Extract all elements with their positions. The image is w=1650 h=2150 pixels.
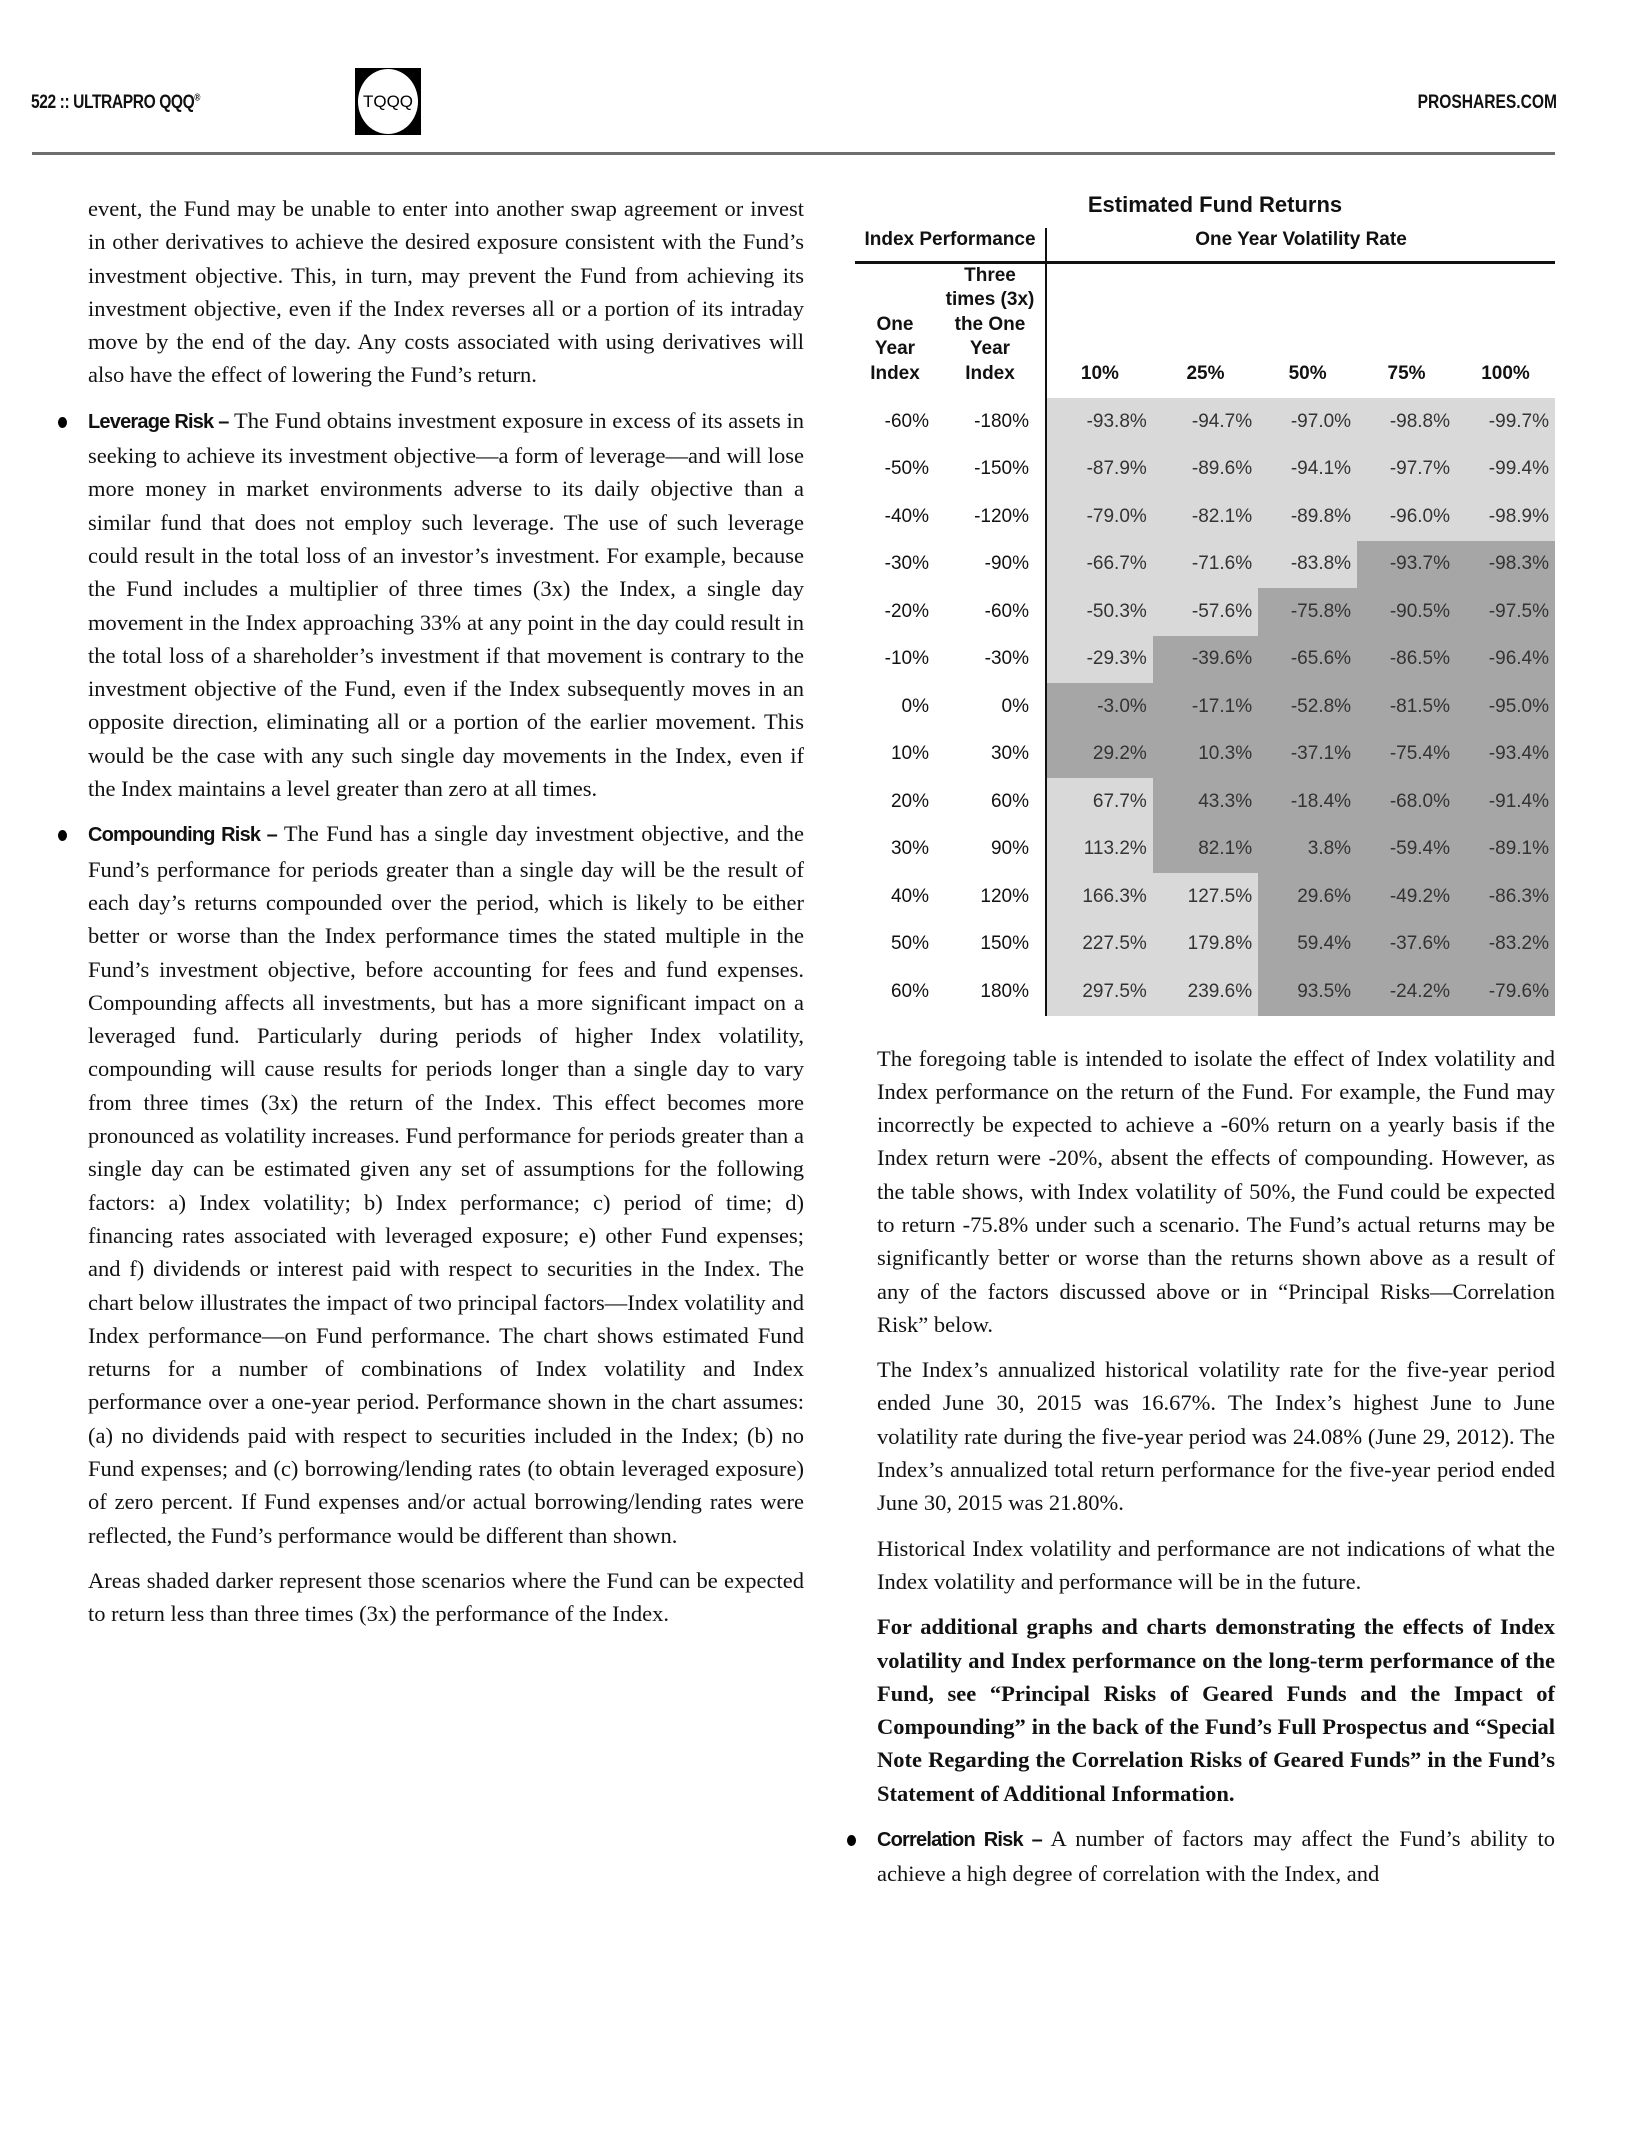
column-header-row <box>855 262 1555 398</box>
fund-return-cell: 166.3% <box>1046 873 1153 921</box>
volatility-rate-header: One Year Volatility Rate <box>1046 228 1555 262</box>
site-url: PROSHARES.COM <box>1417 92 1557 113</box>
fund-return-cell: -93.8% <box>1046 398 1153 446</box>
fund-return-cell: -37.1% <box>1258 731 1357 779</box>
fund-return-cell: -89.1% <box>1456 826 1555 874</box>
fund-return-cell: -89.8% <box>1258 493 1357 541</box>
table-row <box>855 778 1555 826</box>
three-times-index-cell: -180% <box>935 398 1046 446</box>
fund-return-cell: -79.0% <box>1046 493 1153 541</box>
correlation-risk-item <box>877 1822 1555 1891</box>
fund-return-cell: -97.7% <box>1357 446 1456 494</box>
three-times-index-cell: 30% <box>935 731 1046 779</box>
three-times-index-cell: -90% <box>935 541 1046 589</box>
correlation-risk-text: A number of factors may affect the Fund’s ability to achieve a high degree of correlation with the Index, and <box>877 1826 1555 1887</box>
vol-header-75: 75% <box>1387 362 1426 384</box>
fund-return-cell: -18.4% <box>1258 778 1357 826</box>
intro-paragraph: event, the Fund may be unable to enter into another swap agreement or invest in other derivatives to achieve the desired exposure consistent with the Fund’s investment objective. This, in turn, may prevent the Fund from achieving its investment objective, even if the Index reverses all or a portion of its intraday move by the end of the day. Any costs associated with using derivatives will also have the effect of lowering the Fund’s return. <box>88 196 804 388</box>
vol-header-100: 100% <box>1481 362 1530 384</box>
fund-return-cell: -97.0% <box>1258 398 1357 446</box>
fund-return-cell: -90.5% <box>1357 588 1456 636</box>
fund-return-cell: -39.6% <box>1153 636 1258 684</box>
fund-return-cell: -75.4% <box>1357 731 1456 779</box>
fund-return-cell: -57.6% <box>1153 588 1258 636</box>
fund-return-cell: -97.5% <box>1456 588 1555 636</box>
fund-return-cell: -98.9% <box>1456 493 1555 541</box>
table-row <box>855 968 1555 1016</box>
fund-return-cell: -91.4% <box>1456 778 1555 826</box>
right-text <box>855 1042 1555 1891</box>
fund-return-cell: -94.1% <box>1258 446 1357 494</box>
compounding-risk-text: The Fund has a single day investment objective, and the Fund’s performance for periods greater than a single day will be the result of each day’s returns compounded over the period, which is likely to be either better or worse than the Index performance times the stated multiple in the Fund’s investment objective, before accounting for fees and fund expenses. Compounding affects all investments, but has a more significant impact on a leveraged fund. Particularly during periods of higher Index volatility, compounding will cause results for periods longer than a single day to vary from three times (3x) the return of the Index. This effect becomes more pronounced as volatility increases. Fund performance for periods greater than a single day can be estimated given any set of assumptions for the following factors: a) Index volatility; b) Index performance; c) period of time; d) financing rates associated with leveraged exposure; e) other Fund expenses; and f) dividends or interest paid with respect to securities in the Index. The chart below illustrates the impact of two principal factors—Index volatility and Index performance—on Fund performance. The chart shows estimated Fund returns for a number of combinations of Index volatility and Index performance over a one-year period. Performance shown in the chart assumes: (a) no dividends paid with respect to securities included in the Index; (b) no Fund expenses; and (c) borrowing/lending rates (to obtain leveraged exposure) of zero percent. If Fund expenses and/or actual borrowing/lending rates were reflected, the Fund’s performance would be different than shown. <box>88 821 804 1548</box>
fund-return-cell: -82.1% <box>1153 493 1258 541</box>
fund-return-cell: -99.4% <box>1456 446 1555 494</box>
fund-return-cell: 59.4% <box>1258 921 1357 969</box>
table-row <box>855 398 1555 446</box>
fund-return-cell: -29.3% <box>1046 636 1153 684</box>
one-year-index-cell: 50% <box>890 933 929 955</box>
one-year-index-cell: -20% <box>884 600 929 622</box>
one-year-index-cell: 20% <box>890 790 929 812</box>
fund-return-cell: -3.0% <box>1046 683 1153 731</box>
right-column <box>855 192 1555 1903</box>
one-year-index-cell: 30% <box>890 838 929 860</box>
vol-header-25: 25% <box>1186 362 1225 384</box>
fund-return-cell: -89.6% <box>1153 446 1258 494</box>
one-year-index-cell: -60% <box>884 410 929 432</box>
fund-return-cell: -96.4% <box>1456 636 1555 684</box>
one-year-index-header: One Year Index <box>870 313 920 384</box>
ticker-logo-text: TQQQ <box>358 69 418 134</box>
fund-return-cell: -93.7% <box>1357 541 1456 589</box>
fund-return-cell: -86.5% <box>1357 636 1456 684</box>
three-times-index-cell: 60% <box>935 778 1046 826</box>
fund-return-cell: 227.5% <box>1046 921 1153 969</box>
three-times-index-cell: 120% <box>935 873 1046 921</box>
fund-return-cell: -81.5% <box>1357 683 1456 731</box>
compounding-risk-item <box>88 817 804 1552</box>
fund-return-cell: -83.2% <box>1456 921 1555 969</box>
one-year-index-cell: 40% <box>890 885 929 907</box>
index-performance-header: Index Performance <box>855 228 1046 262</box>
fund-return-cell: -99.7% <box>1456 398 1555 446</box>
vol-header-50: 50% <box>1288 362 1327 384</box>
fund-return-cell: -86.3% <box>1456 873 1555 921</box>
fund-return-cell: -17.1% <box>1153 683 1258 731</box>
fund-return-cell: -59.4% <box>1357 826 1456 874</box>
table-row <box>855 541 1555 589</box>
fund-return-cell: -75.8% <box>1258 588 1357 636</box>
fund-return-cell: -66.7% <box>1046 541 1153 589</box>
one-year-index-cell: -30% <box>884 553 929 575</box>
additional-info-paragraph: For additional graphs and charts demonstrating the effects of Index volatility and Index performance on the long-term performance of the Fund, see “Principal Risks of Geared Funds and the Impact of Compounding” in the back of the Fund’s Full Prospectus and “Special Note Regarding the Correlation Risks of Geared Funds” in the Fund’s Statement of Additional Information. <box>877 1614 1555 1806</box>
table-row <box>855 921 1555 969</box>
fund-return-cell: 297.5% <box>1046 968 1153 1016</box>
fund-return-cell: 127.5% <box>1153 873 1258 921</box>
fund-return-cell: -95.0% <box>1456 683 1555 731</box>
vol-header-10: 10% <box>1080 362 1119 384</box>
fund-return-cell: -79.6% <box>1456 968 1555 1016</box>
table-row <box>855 826 1555 874</box>
fund-return-cell: -96.0% <box>1357 493 1456 541</box>
fund-return-cell: 179.8% <box>1153 921 1258 969</box>
table-body <box>855 398 1555 1016</box>
table-title: Estimated Fund Returns <box>1087 192 1343 217</box>
registered-mark: ® <box>194 92 200 104</box>
fund-return-cell: -50.3% <box>1046 588 1153 636</box>
fund-return-cell: -65.6% <box>1258 636 1357 684</box>
three-times-index-cell: -60% <box>935 588 1046 636</box>
fund-return-cell: 10.3% <box>1153 731 1258 779</box>
fund-return-cell: -98.3% <box>1456 541 1555 589</box>
historical-paragraph: Historical Index volatility and performance are not indications of what the Index volatility and performance will be in the future. <box>877 1535 1555 1594</box>
volatility-paragraph: The Index’s annualized historical volatility rate for the five-year period ended June 30, 2015 was 16.67%. The Index’s highest June to June volatility rate during the five-year period was 24.08% (June 29, 2012). The Index’s annualized total return performance for the five-year period ended June 30, 2015 was 21.80%. <box>877 1357 1555 1516</box>
three-times-header: Three times (3x) the One Year Index <box>935 262 1046 398</box>
fund-return-cell: -68.0% <box>1357 778 1456 826</box>
fund-return-cell: -52.8% <box>1258 683 1357 731</box>
table-row <box>855 873 1555 921</box>
fund-return-cell: -87.9% <box>1046 446 1153 494</box>
fund-return-cell: 29.6% <box>1258 873 1357 921</box>
fund-return-cell: -24.2% <box>1357 968 1456 1016</box>
header-divider <box>32 152 1555 155</box>
one-year-index-cell: -10% <box>884 648 929 670</box>
fund-return-cell: 29.2% <box>1046 731 1153 779</box>
bullet-icon <box>58 830 67 841</box>
table-row <box>855 493 1555 541</box>
estimated-fund-returns-table <box>855 228 1555 1016</box>
fund-return-cell: 93.5% <box>1258 968 1357 1016</box>
fund-return-cell: 82.1% <box>1153 826 1258 874</box>
three-times-index-cell: -150% <box>935 446 1046 494</box>
table-row <box>855 683 1555 731</box>
fund-return-cell: -49.2% <box>1357 873 1456 921</box>
table-row <box>855 446 1555 494</box>
fund-return-cell: 43.3% <box>1153 778 1258 826</box>
table-row <box>855 731 1555 779</box>
leverage-risk-text: The Fund obtains investment exposure in excess of its assets in seeking to achieve its investment objective—a form of leverage—and will lose more money in market environments adverse to its daily objective than a similar fund that does not employ such leverage. The use of such leverage could result in the total loss of an investor’s investment. For example, because the Fund includes a multiplier of three times (3x) the Index, a single day movement in the Index approaching 33% at any point in the day could result in the total loss of a shareholder’s investment if that movement is contrary to the investment objective of the Fund, even if the Index subsequently moves in an opposite direction, eliminating all or a portion of the earlier movement. This would be the case with any such single day movements in the Index, even if the Index maintains a level greater than zero at all times. <box>88 407 804 802</box>
table-row <box>855 588 1555 636</box>
one-year-index-cell: 10% <box>890 743 929 765</box>
table-row <box>855 636 1555 684</box>
correlation-risk-label: Correlation Risk – <box>877 1829 1042 1852</box>
fund-return-cell: -94.7% <box>1153 398 1258 446</box>
bullet-icon <box>58 417 67 428</box>
one-year-index-cell: 0% <box>901 695 929 717</box>
three-times-index-cell: 0% <box>935 683 1046 731</box>
three-times-index-cell: -120% <box>935 493 1046 541</box>
three-times-index-cell: 90% <box>935 826 1046 874</box>
fund-return-cell: 67.7% <box>1046 778 1153 826</box>
foregoing-paragraph: The foregoing table is intended to isolate the effect of Index volatility and Index performance on the return of the Fund. For example, the Fund may incorrectly be expected to achieve a -60% return on a yearly basis if the Index return were -20%, absent the effects of compounding. However, as the table shows, with Index volatility of 50%, the Fund could be expected to return -75.8% under such a scenario. The Fund’s actual returns may be significantly better or worse than the returns shown above as a result of any of the factors discussed above or in “Principal Risks—Correlation Risk” below. <box>877 1045 1555 1337</box>
page-header <box>0 0 1650 160</box>
fund-return-cell: -37.6% <box>1357 921 1456 969</box>
shading-note: Areas shaded darker represent those scenarios where the Fund can be expected to return less than three times (3x) the performance of the Index. <box>88 1567 804 1627</box>
fund-return-cell: 3.8% <box>1258 826 1357 874</box>
leverage-risk-label: Leverage Risk – <box>88 410 229 433</box>
page-label: 522 :: ULTRAPRO QQQ® <box>31 92 200 113</box>
one-year-index-cell: -40% <box>884 505 929 527</box>
bullet-icon <box>847 1835 856 1846</box>
ticker-logo <box>355 68 421 135</box>
fund-return-cell: -93.4% <box>1456 731 1555 779</box>
left-column <box>88 192 804 1642</box>
fund-return-cell: 239.6% <box>1153 968 1258 1016</box>
fund-return-cell: 113.2% <box>1046 826 1153 874</box>
fund-return-cell: -98.8% <box>1357 398 1456 446</box>
one-year-index-cell: 60% <box>890 980 929 1002</box>
one-year-index-cell: -50% <box>884 458 929 480</box>
compounding-risk-label: Compounding Risk – <box>88 824 277 847</box>
three-times-index-cell: 150% <box>935 921 1046 969</box>
leverage-risk-item <box>88 404 804 806</box>
fund-return-cell: -71.6% <box>1153 541 1258 589</box>
three-times-index-cell: -30% <box>935 636 1046 684</box>
three-times-index-cell: 180% <box>935 968 1046 1016</box>
fund-return-cell: -83.8% <box>1258 541 1357 589</box>
